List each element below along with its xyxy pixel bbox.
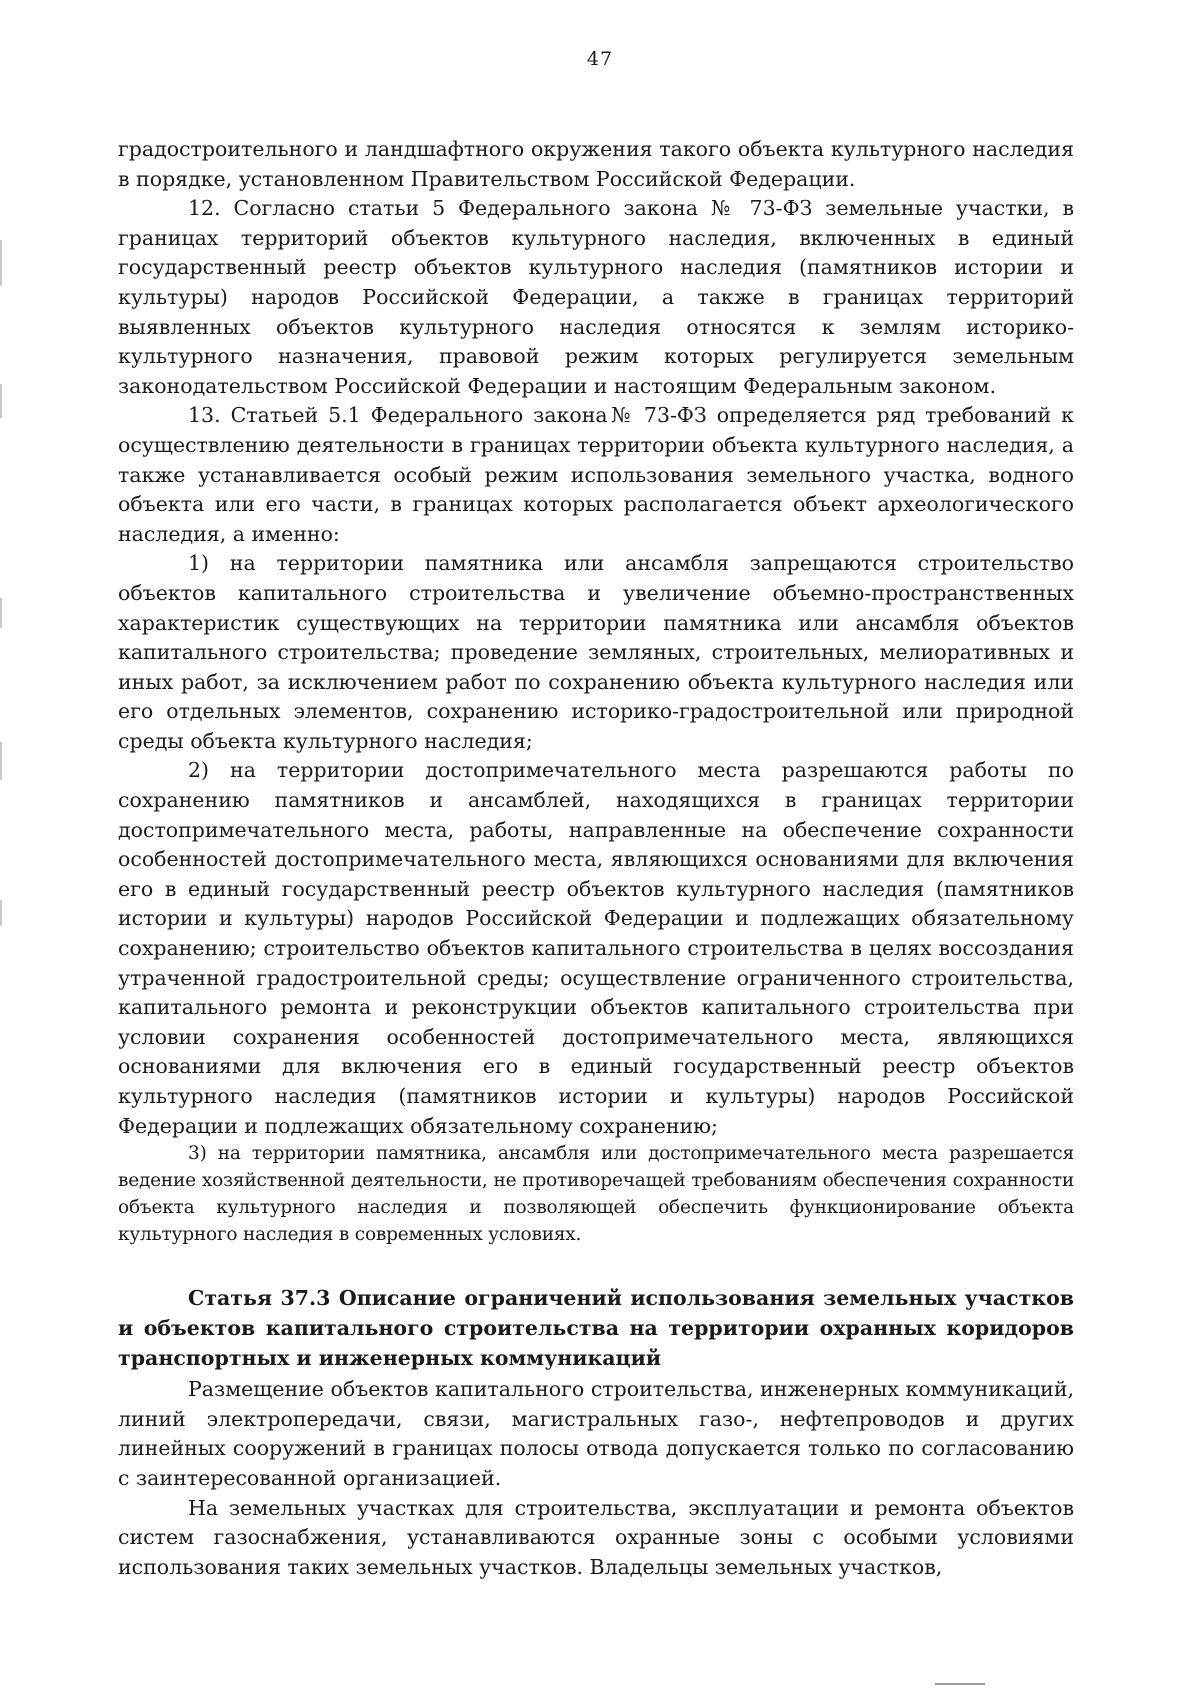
scan-margin-mark <box>0 384 2 418</box>
list-item: 2) на территории достопримечательного места разрешаются работы по сохранению памятников и ансамблей, находящихся в границах территории достопримечательного места, работы, направленные на обеспечение сохранности особенностей достопримечательного места, являющихся основаниями для включения его в единый государственный реестр объектов культурного наследия (памятников истории и культуры) народов Российской Федерации и подлежащих обязательному сохранению; строительство объектов капитального строительства в целях воссоздания утраченной градостроительной среды; осуществление ограниченного строительства, капитального ремонта и реконструкции объектов капитального строительства при условии сохранения особенностей достопримечательного места, являющихся основаниями для включения его в единый государственный реестр объектов культурного наследия (памятников истории и культуры) народов Российской Федерации и подлежащих обязательному сохранению; <box>118 758 1074 1138</box>
paragraph: градостроительного и ландшафтного окружения такого объекта культурного наследия в порядке, установленном Правительством Российской Федерации. <box>118 137 1074 191</box>
scan-margin-mark <box>0 598 2 628</box>
list-item: 3) на территории памятника, ансамбля или достопримечательного места разрешается ведение хозяйственной деятельности, не противоречащей требованиям обеспечения сохранности объекта культурного наследия и позволяющей обеспечить функционирование объекта культурного наследия в современных условиях. <box>118 1143 1074 1245</box>
paragraph: Размещение объектов капитального строительства, инженерных коммуникаций, линий электропередачи, связи, магистральных газо-, нефтепроводов и других линейных сооружений в границах полосы отвода допускается только по согласованию с заинтересованной организацией. <box>118 1377 1074 1490</box>
document-body <box>118 135 1074 1582</box>
section-heading: Статья 37.3 Описание ограничений использования земельных участков и объектов капитального строительства на территории охранных коридоров транспортных и инженерных коммуникаций <box>118 1286 1074 1370</box>
scan-margin-mark <box>0 240 2 286</box>
paragraph: 12. Согласно статьи 5 Федерального закона № 73-ФЗ земельные участки, в границах территорий объектов культурного наследия, включенных в единый государственный реестр объектов культурного наследия (памятников истории и культуры) народов Российской Федерации, а также в границах территорий выявленных объектов культурного наследия относятся к землям историко-культурного назначения, правовой режим которых регулируется земельным законодательством Российской Федерации и настоящим Федеральным законом. <box>118 196 1074 398</box>
scan-edge-mark <box>935 1683 985 1685</box>
list-item: 1) на территории памятника или ансамбля запрещаются строительство объектов капитального строительства и увеличение объемно-пространственных характеристик существующих на территории памятника или ансамбля объектов капитального строительства; проведение земляных, строительных, мелиоративных и иных работ, за исключением работ по сохранению объекта культурного наследия или его отдельных элементов, сохранению историко-градостроительной или природной среды объекта культурного наследия; <box>118 551 1074 753</box>
scan-margin-mark <box>0 742 2 780</box>
paragraph: 13. Статьей 5.1 Федерального закона№ 73-ФЗ определяется ряд требований к осуществлению деятельности в границах территории объекта культурного наследия, а также устанавливается особый режим использования земельного участка, водного объекта или его части, в границах которых располагается объект археологического наследия, а именно: <box>118 403 1074 546</box>
scan-margin-mark <box>0 900 2 926</box>
paragraph: На земельных участках для строительства, эксплуатации и ремонта объектов систем газоснабжения, устанавливаются охранные зоны с особыми условиями использования таких земельных участков. Владельцы земельных участков, <box>118 1495 1074 1579</box>
page-number: 47 <box>586 48 614 70</box>
